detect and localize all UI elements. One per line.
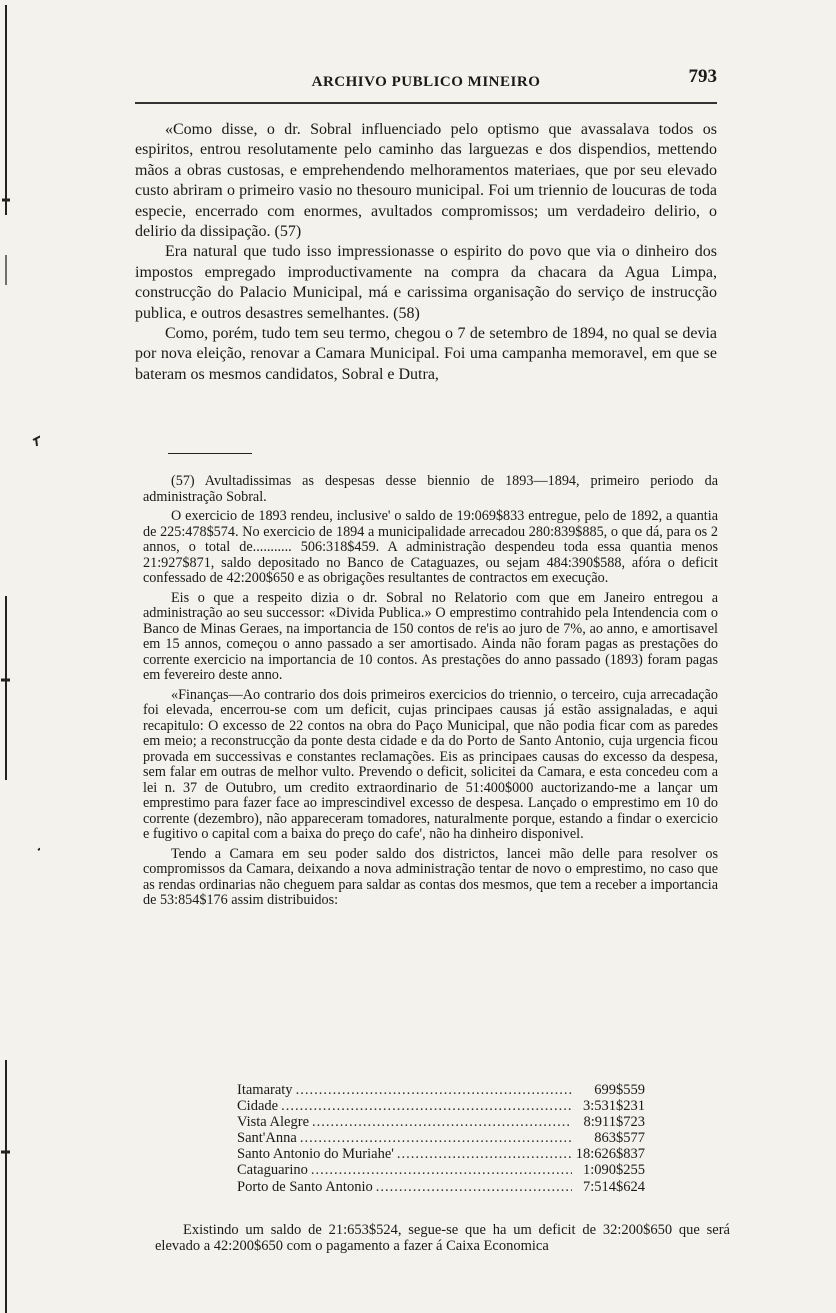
district-name: Santo Antonio do Muriahe' [237,1146,394,1163]
district-amount: 1:090$255 [582,1162,645,1179]
footnote-divider [168,453,252,454]
running-header [135,62,717,104]
list-item [237,1130,645,1146]
list-item [237,1114,645,1130]
main-text [135,120,717,385]
leader-dots [300,1130,572,1146]
list-item [237,1098,645,1114]
body-paragraph: Era natural que tudo isso impressionasse o espirito do povo que via o dinheiro dos impostos empregado improductivamente na compra da chacara da Agua Limpa, construcção do Palacio Municipal, má e carissima organisação do serviço de instrucção publica, e outros desastres semelhantes. (58) [135,243,717,322]
header-title: ARCHIVO PUBLICO MINEIRO [311,74,541,90]
district-balance-list [237,1082,645,1195]
district-amount: 3:531$231 [582,1098,645,1115]
district-amount: 8:911$723 [583,1114,645,1131]
leader-dots [311,1162,572,1178]
district-amount: 7:514$624 [582,1178,645,1195]
footnote-paragraph: «Finanças—Ao contrario dos dois primeiros exercicios do triennio, o terceiro, cuja arrecadação foi elevada, encerrou-se com um deficit, cujas principaes causas já estão assignaladas, e aqui recapitulo: O excesso de 22 contos na obra do Paço Municipal, que não podia ficar com as paredes em meio; a reconstrucção da ponte desta cidade e da do Porto de Santo Antonio, cuja urgencia ficou provada em successivas e constantes reclamações. Eis as principaes causas do excesso da despesa, sem falar em outras de melhor vulto. Prevendo o deficit, solicitei da Camara, e esta concedeu com a lei n. 37 de Outubro, um credito extraordinario de 51:400$000 auctorizando-me a lançar um emprestimo para fazer face ao imprescindivel excesso de despesa. Lançado o emprestimo em 10 do corrente (dezembro), não appareceram tomadores, naturalmente porque, estando a findar o exercicio e fugitivo o capital com a baixa do preço do cafe', não ha dinheiro disponivel. [143,686,718,842]
footnote-paragraph: Tendo a Camara em seu poder saldo dos districtos, lancei mão delle para resolver os compromissos da Camara, deixando a nova administração tentar de novo o emprestimo, no caso que as rendas ordinarias não cheguem para saldar as contas dos mesmos, que tem a receber a importancia de 53:854$176 assim distribuidos: [143,845,718,908]
body-paragraph: Como, porém, tudo tem seu termo, chegou o 7 de setembro de 1894, no qual se devia por nova eleição, renovar a Camara Municipal. Foi uma campanha memoravel, em que se bateram os mesmos candidatos, Sobral e Dutra, [135,325,717,383]
footnotes [143,474,718,913]
district-name: Cidade [237,1098,279,1115]
leader-dots [281,1098,572,1114]
list-item [237,1162,645,1178]
footnote-paragraph: O exercicio de 1893 rendeu, inclusive' o saldo de 19:069$833 entregue, pelo de 1892, a quantia de 225:478$574. No exercicio de 1894 a municipalidade arrecadou 280:839$885, o que dá, para os 2 annos, o total de........... 506:318$459. A administração despendeu toda essa quantia menos 21:927$871, saldo depositado no Banco de Cataguazes, ou sejam 484:390$588, afóra o deficit confessado de 42:200$650 e as obrigações resultantes de contractos em execução. [143,508,718,586]
district-name: Itamaraty [237,1082,293,1098]
footnote-paragraph: Eis o que a respeito dizia o dr. Sobral no Relatorio com que em Janeiro entregou a administração ao seu successor: «Divida Publica.» O emprestimo contrahido pela Intendencia com o Banco de Minas Geraes, na importancia de 150 contos de re'is ao juro de 7%, ao anno, e amortisavel em 15 annos, começou o anno passado a ser amortisado. Ainda não foram pagas as prestações do corrente exercicio na importancia de 10 contos. As prestações do anno passado (1893) foram pagas em fevereiro deste anno. [143,589,718,683]
leader-dots [296,1082,572,1098]
leader-dots [397,1146,572,1162]
footnote-paragraph: (57) Avultadissimas as despesas desse biennio de 1893—1894, primeiro periodo da administração Sobral. [143,473,718,505]
district-amount: 863$577 [594,1130,645,1147]
margin-mark-1 [33,436,40,446]
district-name: Cataguarino [237,1162,308,1179]
body-paragraph: «Como disse, o dr. Sobral influenciado pelo optismo que avassalava todos os espiritos, entrou resolutamente pelo caminho das larguezas e dos dispendios, mettendo mãos a obras custosas, e emprehendendo melhoramentos materiaes, que por seu elevado custo abriram o primeiro vasio no thesouro municipal. Foi um triennio de loucuras de toda especie, encerrado com enormes, avultados compromissos; um verdadeiro delirio, o delirio da dissipação. (57) [135,121,717,241]
margin-mark-2 [38,845,40,860]
list-item [237,1179,645,1195]
district-name: Sant'Anna [237,1130,297,1147]
margin-marks [0,0,40,1313]
list-item [237,1146,645,1162]
district-amount: 18:626$837 [575,1146,645,1163]
district-name: Vista Alegre [237,1114,310,1131]
footnote-closing: Existindo um saldo de 21:653$524, segue-se que ha um deficit de 32:200$650 que será elevado a 42:200$650 com o pagamento a fazer á Caixa Economica [155,1222,730,1254]
district-name: Porto de Santo Antonio [237,1178,373,1195]
list-item [237,1082,645,1098]
leader-dots [312,1114,572,1130]
district-amount: 699$559 [594,1082,645,1098]
page-number: 793 [688,66,717,87]
leader-dots [376,1179,572,1195]
